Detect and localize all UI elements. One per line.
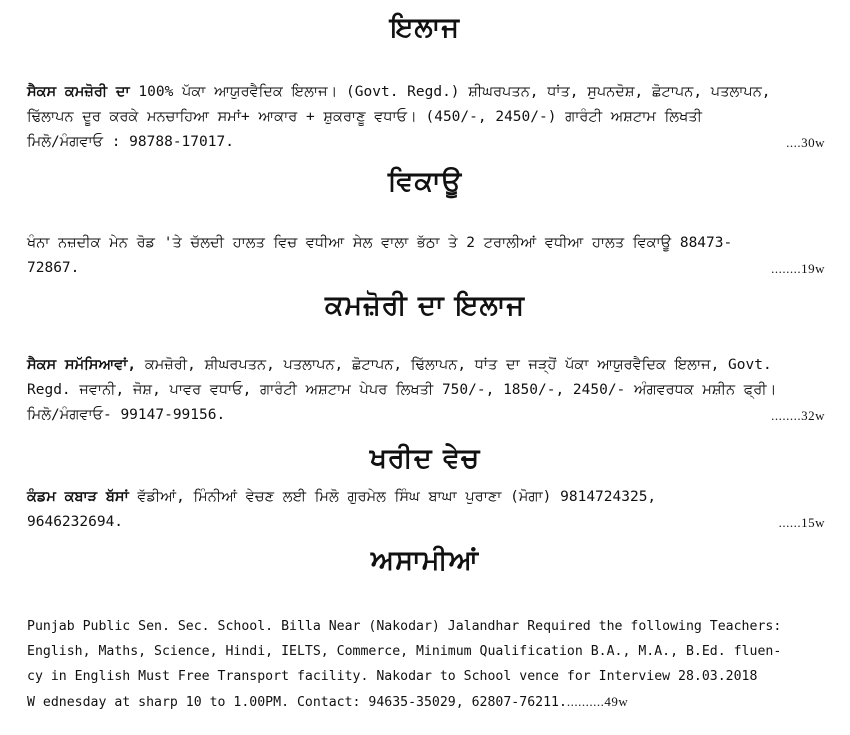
ad-code: ......15w: [778, 515, 825, 530]
ad-line: ਮਿਲੋ/ਮੰਗਵਾਓ- 99147-99156. ........32w: [27, 403, 825, 428]
ad-line: ਕੰਡਮ ਕਬਾੜ ਬੱਸਾਂ ਵੱਡੀਆਂ, ਮਿੰਨੀਆਂ ਵੇਚਣ ਲਈ ਮਿਲੋ ਗੁਰਮੇਲ ਸਿੰਘ ਬਾਘਾ ਪੁਰਾਣਾ (ਮੋਗਾ) 9814724325,: [27, 489, 657, 505]
ad-line: ਮਿਲੋ/ਮੰਗਵਾਓ : 98788-17017. ....30w: [27, 130, 825, 155]
ad-body-vikau: [27, 231, 825, 281]
ad-code: ..........49w: [566, 694, 629, 709]
ad-line: 72867. ........19w: [27, 256, 825, 281]
ad-line: English, Maths, Science, Hindi, IELTS, Commerce, Minimum Qualification B.A., M.A., B.Ed. fluen-: [27, 644, 782, 659]
section-heading-vikau: ਵਿਕਾਊ: [387, 166, 463, 197]
ad-line: 9646232694. ......15w: [27, 510, 825, 535]
ad-body-kamzori: [27, 353, 825, 428]
section-heading-kamzori-da-ilaj: ਕਮਜ਼ੋਰੀ ਦਾ ਇਲਾਜ: [324, 290, 526, 321]
ad-line: Punjab Public Sen. Sec. School. Billa Near (Nakodar) Jalandhar Required the following Teachers:: [27, 619, 782, 634]
ad-line: ਢਿੱਲਾਪਨ ਦੂਰ ਕਰਕੇ ਮਨਚਾਹਿਆ ਸਮਾਂ+ ਆਕਾਰ + ਸ਼ੁਕਰਾਣੂ ਵਧਾਓ। (450/-, 2450/-) ਗਾਰੰਟੀ ਅਸ਼ਟਾਮ ਲਿਖਤੀ: [27, 109, 702, 125]
ad-body-ilaj: [27, 80, 825, 155]
ad-line: ਖੰਨਾ ਨਜ਼ਦੀਕ ਮੇਨ ਰੋਡ 'ਤੇ ਚੱਲਦੀ ਹਾਲਤ ਵਿਚ ਵਧੀਆ ਸੇਲ ਵਾਲਾ ਭੱਠਾ ਤੇ 2 ਟਰਾਲੀਆਂ ਵਧੀਆ ਹਾਲਤ ਵਿਕਾਊ 88473-: [27, 235, 733, 251]
ad-code: ........19w: [771, 261, 825, 276]
ad-body-asamiyan: [27, 614, 825, 714]
ad-code: ....30w: [786, 135, 825, 150]
ad-line: Regd. ਜਵਾਨੀ, ਜੋਸ਼, ਪਾਵਰ ਵਧਾਓ, ਗਾਰੰਟੀ ਅਸ਼ਟਾਮ ਪੇਪਰ ਲਿਖਤੀ 750/-, 1850/-, 2450/- ਅੰਗਵਰਧਕ ਮਸ਼ੀਨ ਫ੍ਰੀ।: [27, 382, 777, 398]
ad-body-khareed-vech: [27, 485, 825, 535]
section-heading-khareed-vech: ਖਰੀਦ ਵੇਚ: [369, 443, 481, 474]
ad-line: W ednesday at sharp 10 to 1.00PM. Contact: 94635-35029, 62807-76211...........49w: [27, 694, 629, 710]
ad-line: cy in English Must Free Transport facility. Nakodar to School vence for Interview 28.03.2018: [27, 669, 758, 684]
section-heading-ilaj: ਇਲਾਜ: [389, 12, 461, 43]
ad-line: ਸੈਕਸ ਕਮਜ਼ੋਰੀ ਦਾ 100% ਪੱਕਾ ਆਯੁਰਵੈਦਿਕ ਇਲਾਜ। (Govt. Regd.) ਸ਼ੀਘਰਪਤਨ, ਧਾਂਤ, ਸੁਪਨਦੋਸ਼, ਛੋਟਾਪਨ, ਪਤਲਾਪਨ,: [27, 84, 771, 100]
section-heading-asamiyan: ਅਸਾਮੀਆਂ: [370, 545, 480, 576]
ad-line: ਸੈਕਸ ਸਮੱਸਿਆਵਾਂ, ਕਮਜ਼ੋਰੀ, ਸ਼ੀਘਰਪਤਨ, ਪਤਲਾਪਨ, ਛੋਟਾਪਨ, ਢਿੱਲਾਪਨ, ਧਾਂਤ ਦਾ ਜੜ੍ਹੋਂ ਪੱਕਾ ਆਯੁਰਵੈਦਿਕ ਇਲਾਜ, Govt.: [27, 357, 772, 373]
ad-code: ........32w: [771, 408, 825, 423]
